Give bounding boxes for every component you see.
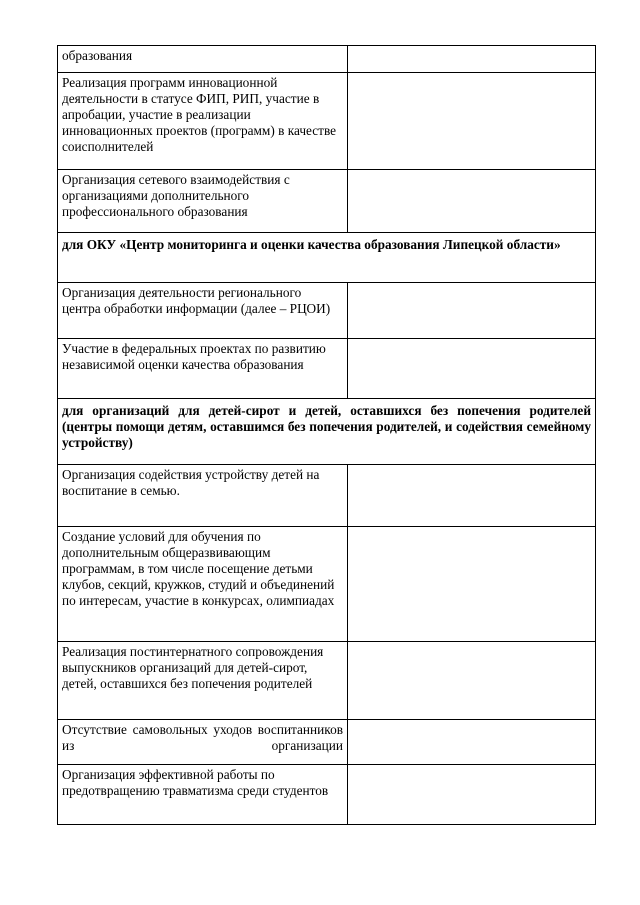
table-row [58,73,596,170]
criterion-cell: Организация деятельности регионального центра обработки информации (далее – РЦОИ) [58,283,348,339]
table-row [58,465,596,527]
table-row [58,527,596,642]
section-row [58,233,596,283]
table-row [58,170,596,233]
criterion-cell: Участие в федеральных проектах по развитию независимой оценки качества образования [58,339,348,399]
criterion-cell: Организация содействия устройству детей на воспитание в семью. [58,465,348,527]
criterion-cell: образования [58,46,348,73]
value-cell [348,170,596,233]
table-row [58,283,596,339]
value-cell [348,73,596,170]
value-cell [348,283,596,339]
table-row [58,46,596,73]
table-row [58,642,596,720]
criterion-cell: Организация сетевого взаимодействия с организациями дополнительного профессионального образования [58,170,348,233]
criterion-cell: Организация эффективной работы по предотвращению травматизма среди студентов [58,765,348,825]
criterion-cell: Отсутствие самовольных уходов воспитанников из организации [58,720,348,765]
value-cell [348,720,596,765]
criterion-cell: Создание условий для обучения по дополнительным общеразвивающим программам, в том числе посещение детьми клубов, секций, кружков, студий и объединений по интересам, участие в конкурсах, олимпиадах [58,527,348,642]
value-cell [348,765,596,825]
value-cell [348,339,596,399]
value-cell [348,46,596,73]
criterion-cell: Реализация постинтернатного сопровождения выпускников организаций для детей-сирот, детей, оставшихся без попечения родителей [58,642,348,720]
criterion-cell: Реализация программ инновационной деятельности в статусе ФИП, РИП, участие в апробации, участие в реализации инновационных проектов (программ) в качестве соисполнителей [58,73,348,170]
criteria-table [57,45,596,825]
section-heading: для ОКУ «Центр мониторинга и оценки качества образования Липецкой области» [58,233,596,283]
table-row [58,339,596,399]
value-cell [348,465,596,527]
section-heading: для организаций для детей-сирот и детей, оставшихся без попечения родителей (центры помощи детям, оставшимся без попечения родителей, и содействия семейному устройству) [58,399,596,465]
value-cell [348,527,596,642]
value-cell [348,642,596,720]
table-row [58,720,596,765]
section-row [58,399,596,465]
table-row [58,765,596,825]
